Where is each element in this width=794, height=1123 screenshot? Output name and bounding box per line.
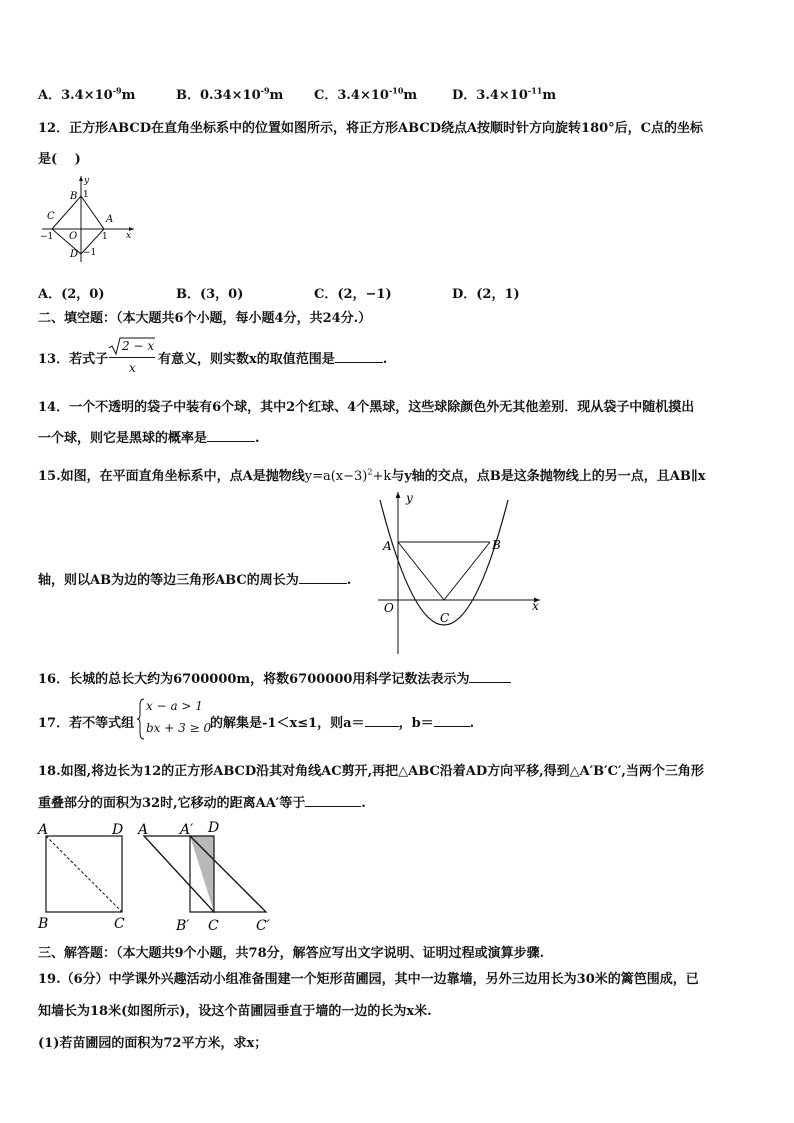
- q17-suffix: 的解集是-1＜x≤1，则a＝ ，b＝ .: [210, 716, 475, 731]
- q13-suffix: 有意义，则实数x的取值范围是 .: [158, 352, 388, 367]
- q12-label-one-top: 1: [83, 190, 89, 200]
- q15-line2: 轴，则以AB为边的等边三角形ABC的周长为 .: [38, 573, 352, 588]
- q13-numerator: 2 − x: [122, 339, 155, 353]
- q18-label-a-2: A: [138, 822, 149, 838]
- q18-label-a-prime: A′: [180, 822, 194, 838]
- q18-label-d: D: [112, 822, 124, 838]
- q13-answer-blank[interactable]: [335, 350, 383, 363]
- q17-brace: [136, 697, 146, 741]
- q16-answer-blank[interactable]: [469, 670, 511, 683]
- q11-option-d: D．$3.4\times 10^{-11}m$: [452, 85, 557, 103]
- q12-label-neg1-left: −1: [40, 232, 54, 242]
- q13-fraction: [107, 336, 157, 378]
- q12-option-a: A．(2，0): [38, 287, 105, 302]
- q18-line2: 重叠部分的面积为32时,它移动的距离AA′等于 .: [38, 796, 366, 811]
- q12-option-b: B．(3，0): [176, 287, 244, 302]
- q15-label-b: B: [492, 538, 501, 552]
- q12-label-neg1-bottom: −1: [83, 248, 97, 258]
- section3-heading: 三、解答题：（本大题共9个小题，共78分，解答应写出文字说明、证明过程或演算步骤.: [38, 946, 545, 961]
- q13-denominator: x: [129, 361, 136, 375]
- q14-line2: 一个球，则它是黑球的概率是 .: [38, 431, 260, 446]
- q14-answer-blank[interactable]: [207, 429, 255, 442]
- q18-label-c-2: C: [208, 918, 219, 934]
- q19-line2: 知墙长为18米(如图所示)，设这个苗圃园垂直于墙的一边的长为x米.: [38, 1004, 432, 1019]
- q19-line1: 19.（6分）中学课外兴趣活动小组准备围建一个矩形苗圃园，其中一边靠墙，另外三边用长为30米的篱笆围成，已: [38, 972, 699, 987]
- q17-prefix: 17．若不等式组: [38, 716, 135, 731]
- q12-label-x: x: [126, 231, 132, 241]
- q13-prefix: 13．若式子: [38, 352, 109, 367]
- q12-label-one-right: 1: [102, 232, 108, 242]
- q18-line1: 18.如图,将边长为12的正方形ABCD沿其对角线AC剪开,再把△ABC沿着AD方向平移,得到△A′B′C′,当两个三角形: [38, 764, 704, 779]
- q12-label-o: O: [69, 231, 78, 242]
- q15-label-y: y: [406, 491, 413, 505]
- q12-line2: 是( ): [38, 152, 81, 167]
- q16-line: 16．长城的总长大约为6700000m，将数6700000用科学记数法表示为: [38, 668, 511, 687]
- q18-answer-blank[interactable]: [305, 794, 361, 807]
- q12-figure: [38, 172, 138, 264]
- q17-inequality-2: bx + 3 ≥ 0: [146, 721, 212, 735]
- q12-line1: 12．正方形ABCD在直角坐标系中的位置如图所示，将正方形ABCD绕点A按顺时针方向旋转180°后，C点的坐标: [38, 121, 704, 136]
- q18-label-d-2: D: [208, 820, 220, 836]
- q18-label-b-prime: B′: [176, 918, 190, 934]
- q15-answer-blank[interactable]: [299, 571, 347, 584]
- q15-label-c: C: [440, 611, 450, 625]
- q18-label-a: A: [38, 822, 49, 838]
- q12-label-b: B: [70, 191, 78, 202]
- q18-figure: [36, 818, 286, 938]
- q12-label-a: A: [106, 214, 114, 225]
- q17-inequality-1: x − a > 1: [146, 699, 203, 713]
- q15-formula: $y=a(x-3)^2+k$: [304, 467, 392, 484]
- q17-b-blank[interactable]: [434, 714, 470, 727]
- q18-label-c: C: [114, 916, 125, 932]
- q11-option-b: B．$0.34\times 10^{-9}m$: [176, 85, 284, 103]
- q15-figure: [370, 488, 550, 656]
- q11-option-a: A．$3.4\times 10^{-9}m$: [38, 85, 136, 103]
- q11-option-c: C．$3.4\times 10^{-10}m$: [314, 85, 418, 103]
- q13-fraction-bar: [109, 357, 155, 358]
- q18-label-c-prime: C′: [256, 918, 270, 934]
- q18-label-b: B: [38, 916, 49, 932]
- q12-label-y: y: [84, 176, 90, 186]
- q17-system: [136, 697, 210, 741]
- q19-line3: (1)若苗圃园的面积为72平方米，求x；: [38, 1036, 268, 1051]
- q12-option-d: D．(2，1): [452, 287, 520, 302]
- q15-label-a: A: [383, 539, 392, 553]
- section2-heading: 二、填空题：（本大题共6个小题，每小题4分，共24分.）: [38, 311, 372, 326]
- q12-label-c: C: [47, 211, 55, 222]
- q17-a-blank[interactable]: [365, 714, 399, 727]
- q15-label-o: O: [384, 601, 394, 615]
- q12-label-d: D: [70, 249, 79, 260]
- q15-line1: 15.如图，在平面直角坐标系中，点A是抛物线$y=a(x-3)^2+k$与y轴的交点，点B是这条抛物线上的另一点，且AB∥x: [38, 467, 706, 484]
- q15-label-x: x: [532, 599, 539, 613]
- q14-line1: 14．一个不透明的袋子中装有6个球，其中2个红球、4个黑球，这些球除颜色外无其他差别．现从袋子中随机摸出: [38, 400, 695, 415]
- q12-option-c: C．(2，−1): [314, 287, 392, 302]
